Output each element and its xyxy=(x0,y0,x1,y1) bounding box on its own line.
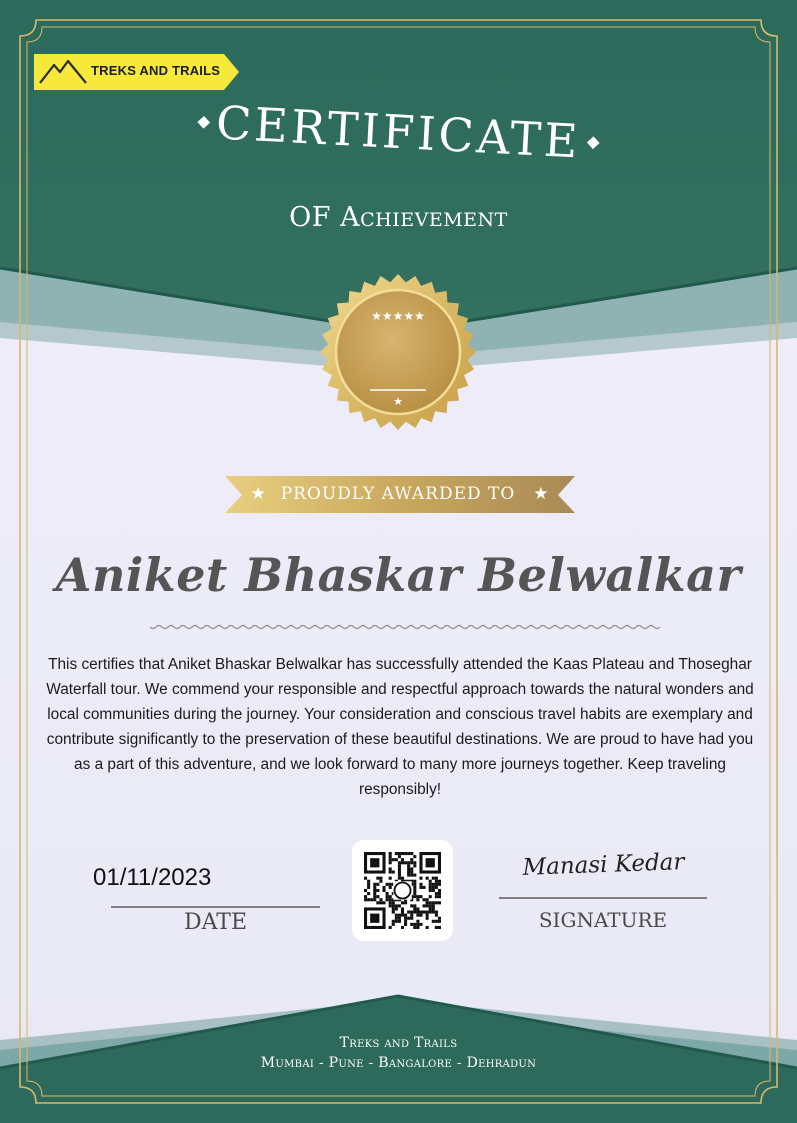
signature-label: SIGNATURE xyxy=(538,908,668,932)
qr-code-icon[interactable] xyxy=(364,852,441,929)
qr-code-container xyxy=(352,840,453,941)
signature-line xyxy=(499,897,707,899)
brand-tag xyxy=(34,54,239,90)
seal-stars: ★★★★★ xyxy=(371,309,425,323)
brand-name: TREKS AND TRAILS xyxy=(91,63,221,78)
title-wrapper xyxy=(190,94,607,170)
certificate-title xyxy=(0,95,797,169)
signature-name: Manasi Kedar xyxy=(522,849,685,881)
ribbon-star-left: ★ xyxy=(250,484,267,504)
mountain-icon xyxy=(38,57,90,87)
ribbon-label: PROUDLY AWARDED TO xyxy=(280,484,516,504)
title-dot-right xyxy=(587,136,600,149)
footer-cities: Mumbai - Pune - Bangalore - Dehradun xyxy=(260,1055,537,1071)
ribbon-star-right: ★ xyxy=(533,484,550,504)
title-dot-left xyxy=(198,115,211,128)
date-line xyxy=(111,906,320,908)
title-text: CERTIFICATE xyxy=(214,95,583,169)
awarded-ribbon xyxy=(225,484,575,508)
date-label: DATE xyxy=(183,910,248,935)
recipient-name: Aniket Bhaskar Belwalkar xyxy=(55,548,742,602)
gold-seal-icon xyxy=(318,272,478,432)
certificate-body-text: This certifies that Aniket Bhaskar Belwalkar has successfully attended the Kaas Plateau and Thoseghar Waterfall tour. We commend your responsible and respectful approach towards the natural wonders and local communities during the journey. Your consideration and conscious travel habits are exemplary and contribute significantly to the preservation of these beautiful destinations. We are proud to have had you as a part of this adventure, and we look forward to many more journeys together. Keep traveling responsibly! xyxy=(46,656,754,798)
certificate-subtitle: OF Achievement xyxy=(289,202,508,233)
date-value: 01/11/2023 xyxy=(93,864,212,891)
seal-bottom-star: ★ xyxy=(393,395,403,408)
footer-organization: Treks and Trails xyxy=(339,1035,458,1051)
